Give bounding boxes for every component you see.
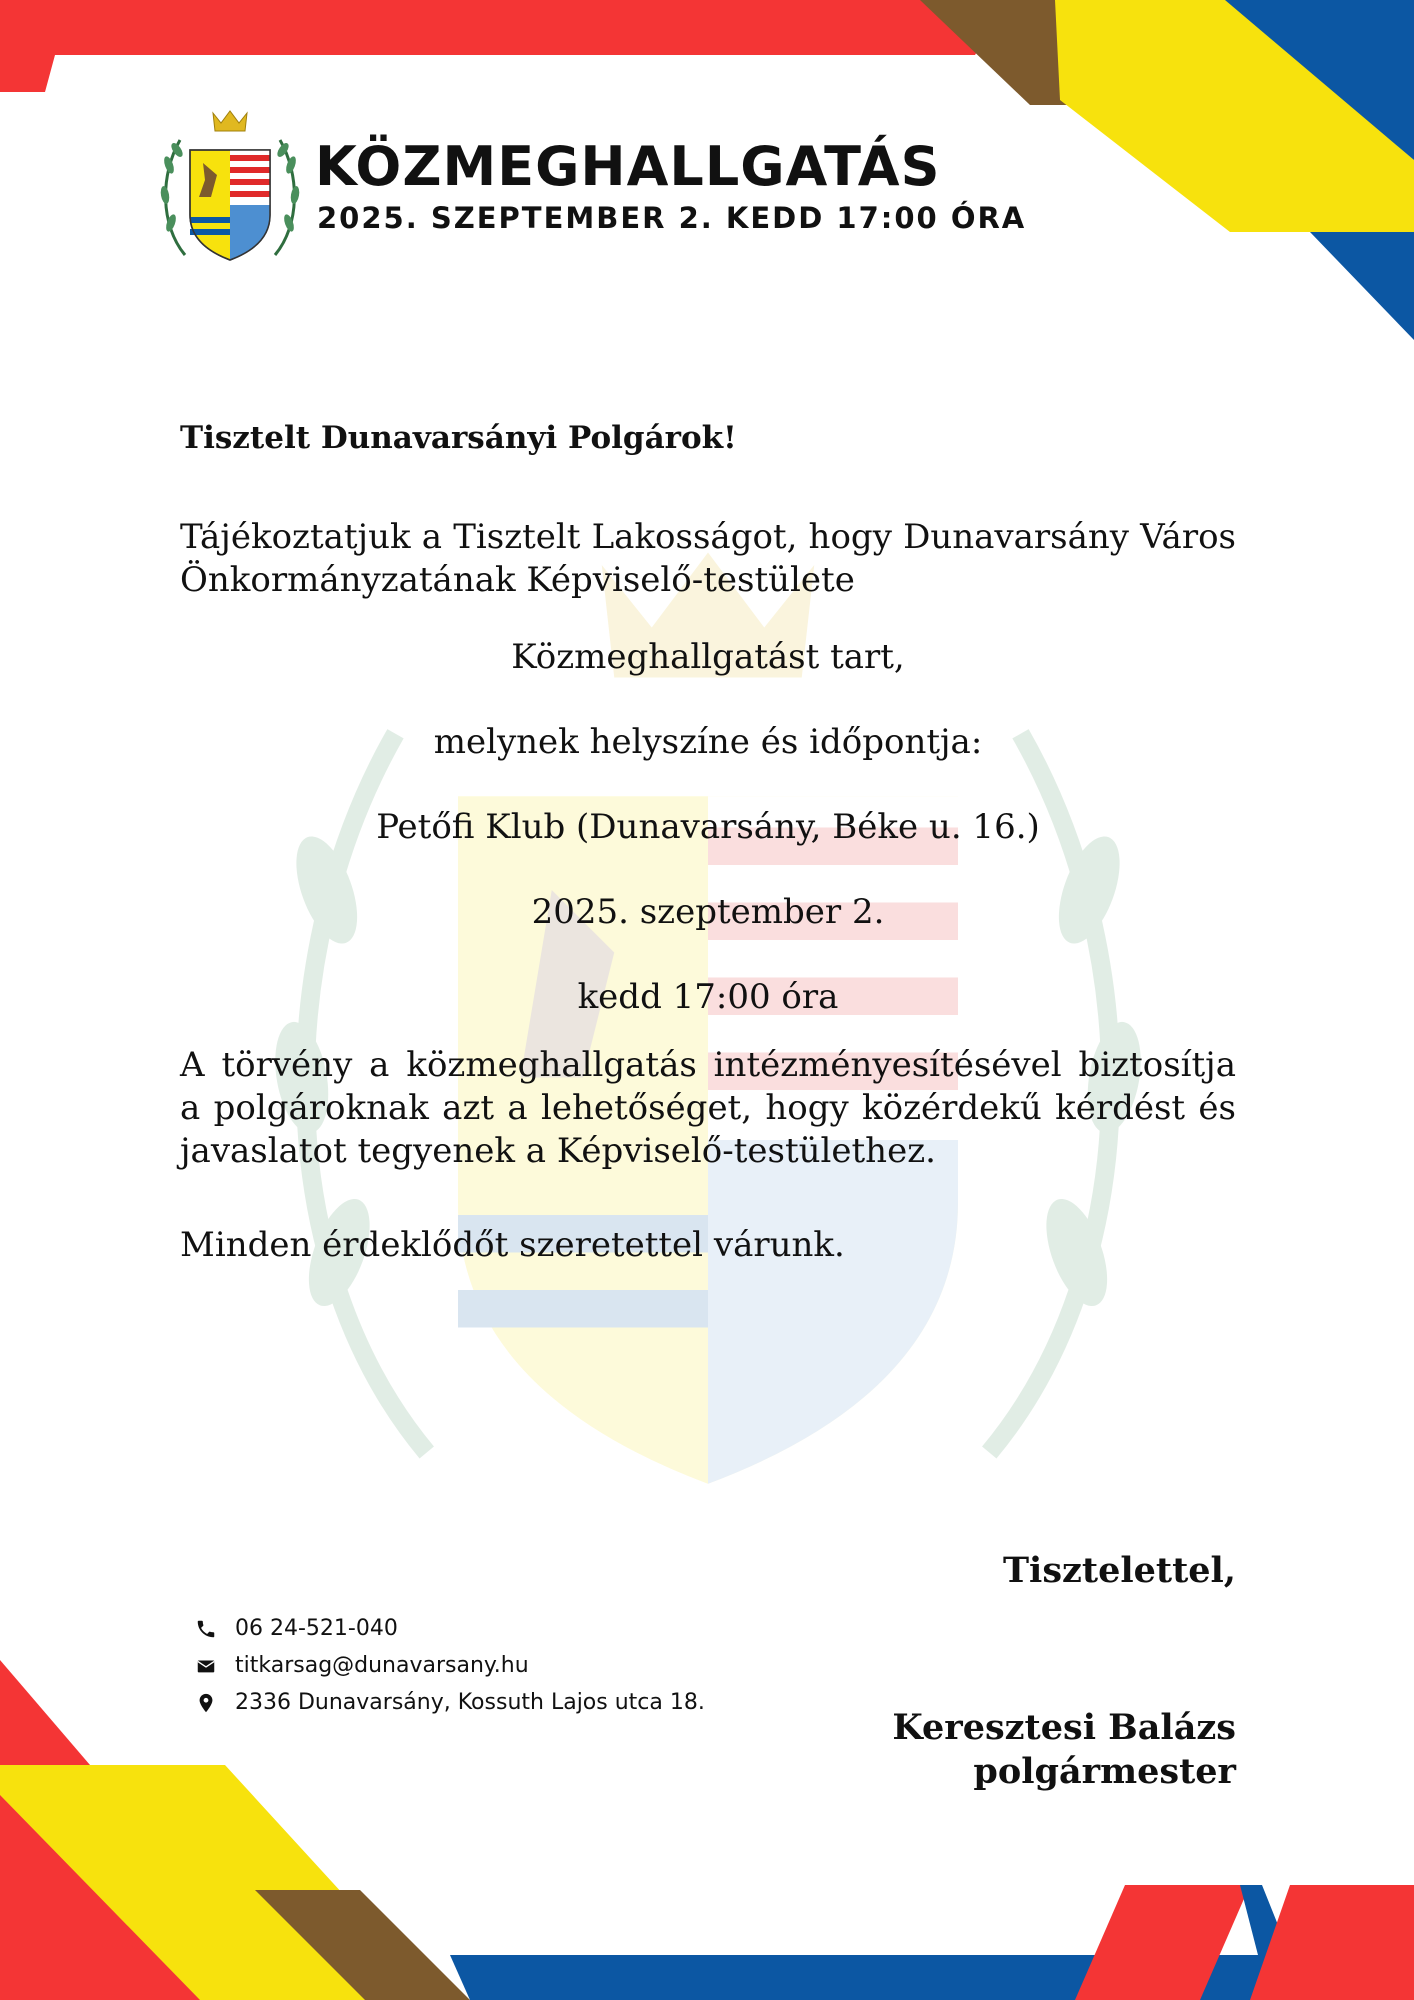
phone-number: 06 24-521-040: [235, 1616, 398, 1641]
signature-greeting: Tisztelettel,: [1002, 1550, 1236, 1591]
contact-info: [195, 1610, 705, 1721]
contact-phone: [195, 1610, 705, 1647]
contact-address: [195, 1684, 705, 1721]
letter-body: [180, 420, 1236, 1265]
postal-address: 2336 Dunavarsány, Kossuth Lajos utca 18.: [235, 1690, 705, 1715]
intro-paragraph: Tájékoztatjuk a Tisztelt Lakosságot, hogy Dunavarsány Város Önkormányzatának Képviselő-testülete: [180, 517, 1236, 600]
page-title: KÖZMEGHALLGATÁS: [315, 135, 941, 198]
venue: Petőfi Klub (Dunavarsány, Béke u. 16.): [376, 807, 1040, 847]
email-address: titkarsag@dunavarsany.hu: [235, 1653, 529, 1678]
event-date: 2025. szeptember 2.: [531, 892, 885, 932]
event-date-subtitle: 2025. SZEPTEMBER 2. KEDD 17:00 ÓRA: [317, 201, 1027, 235]
signature-block: [892, 1550, 1236, 1794]
venue-label: melynek helyszíne és időpontja:: [433, 722, 983, 762]
phone-icon: [195, 1618, 217, 1640]
body-paragraph: A törvény a közmeghallgatás intézményesítésével biztosítja a polgároknak azt a lehetőséget, hogy közérdekű kérdést és javaslatot tegyenek a Képviselő-testülethez.: [180, 1045, 1236, 1171]
location-pin-icon: [195, 1692, 217, 1714]
contact-email: [195, 1647, 705, 1684]
announcement-line: Közmeghallgatást tart,: [511, 637, 905, 677]
signatory-name: Keresztesi Balázs: [892, 1707, 1236, 1748]
greeting: Tisztelt Dunavarsányi Polgárok!: [180, 420, 737, 456]
envelope-icon: [195, 1655, 217, 1677]
event-time: kedd 17:00 óra: [577, 977, 839, 1017]
coat-of-arms-logo: [155, 105, 305, 265]
signatory-title: polgármester: [973, 1751, 1236, 1792]
closing-line: Minden érdeklődőt szeretettel várunk.: [180, 1225, 845, 1265]
